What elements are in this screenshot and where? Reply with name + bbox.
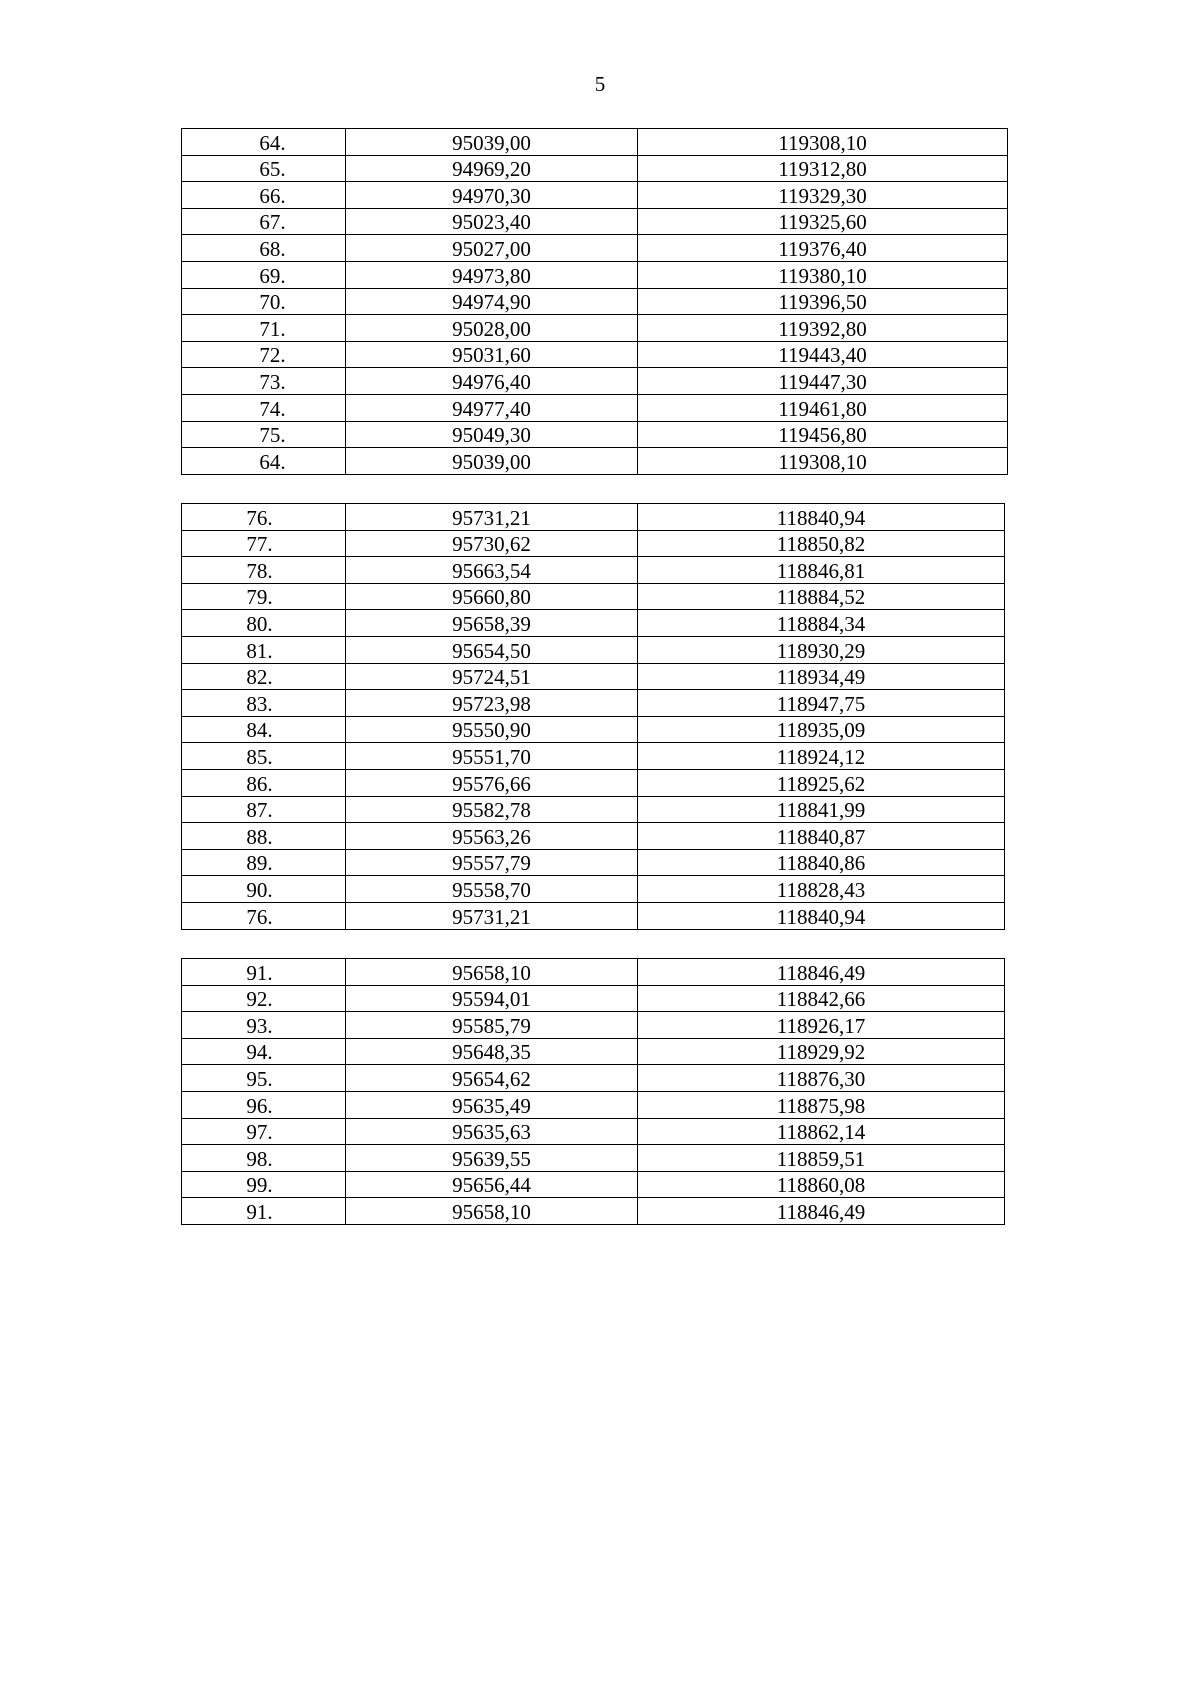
y-coordinate-cell: 118924,12 [638,743,1005,770]
y-coordinate-cell: 118860,08 [638,1171,1005,1198]
x-coordinate-cell: 95558,70 [346,876,638,903]
x-coordinate-cell: 95023,40 [346,208,638,235]
point-number-cell: 76. [182,504,346,531]
point-number-cell: 72. [182,341,346,368]
point-number-cell: 77. [182,530,346,557]
table-row [182,341,1008,368]
point-number-cell: 83. [182,690,346,717]
x-coordinate-cell: 95660,80 [346,583,638,610]
x-coordinate-cell: 95731,21 [346,504,638,531]
y-coordinate-cell: 119376,40 [638,235,1008,262]
table-row [182,394,1008,421]
point-number-cell: 75. [182,421,346,448]
point-number-cell: 78. [182,557,346,584]
table-row [182,1145,1005,1172]
x-coordinate-cell: 95654,50 [346,636,638,663]
point-number-cell: 76. [182,902,346,929]
x-coordinate-cell: 95027,00 [346,235,638,262]
y-coordinate-cell: 118846,81 [638,557,1005,584]
y-coordinate-cell: 118859,51 [638,1145,1005,1172]
y-coordinate-cell: 118947,75 [638,690,1005,717]
coordinates-table-3 [181,958,1005,1225]
point-number-cell: 92. [182,985,346,1012]
table-row [182,155,1008,182]
point-number-cell: 97. [182,1118,346,1145]
point-number-cell: 95. [182,1065,346,1092]
y-coordinate-cell: 119461,80 [638,394,1008,421]
point-number-cell: 81. [182,636,346,663]
y-coordinate-cell: 118929,92 [638,1038,1005,1065]
point-number-cell: 68. [182,235,346,262]
table-row [182,636,1005,663]
y-coordinate-cell: 119380,10 [638,261,1008,288]
x-coordinate-cell: 95639,55 [346,1145,638,1172]
point-number-cell: 71. [182,315,346,342]
table-row [182,583,1005,610]
table-row [182,769,1005,796]
table-row [182,530,1005,557]
table-row [182,823,1005,850]
x-coordinate-cell: 94974,90 [346,288,638,315]
point-number-cell: 80. [182,610,346,637]
table-row [182,235,1008,262]
x-coordinate-cell: 94969,20 [346,155,638,182]
y-coordinate-cell: 119396,50 [638,288,1008,315]
x-coordinate-cell: 94970,30 [346,182,638,209]
y-coordinate-cell: 118840,94 [638,902,1005,929]
y-coordinate-cell: 119325,60 [638,208,1008,235]
y-coordinate-cell: 118842,66 [638,985,1005,1012]
point-number-cell: 64. [182,448,346,475]
point-number-cell: 91. [182,959,346,986]
x-coordinate-cell: 94976,40 [346,368,638,395]
point-number-cell: 85. [182,743,346,770]
x-coordinate-cell: 95663,54 [346,557,638,584]
table-row [182,1171,1005,1198]
y-coordinate-cell: 119447,30 [638,368,1008,395]
point-number-cell: 86. [182,769,346,796]
y-coordinate-cell: 118926,17 [638,1012,1005,1039]
x-coordinate-cell: 95658,39 [346,610,638,637]
x-coordinate-cell: 95594,01 [346,985,638,1012]
y-coordinate-cell: 118862,14 [638,1118,1005,1145]
y-coordinate-cell: 118930,29 [638,636,1005,663]
x-coordinate-cell: 95654,62 [346,1065,638,1092]
y-coordinate-cell: 118850,82 [638,530,1005,557]
point-number-cell: 65. [182,155,346,182]
table-row [182,261,1008,288]
coordinates-table-1 [181,128,1008,475]
table-row [182,985,1005,1012]
x-coordinate-cell: 95723,98 [346,690,638,717]
point-number-cell: 82. [182,663,346,690]
x-coordinate-cell: 95563,26 [346,823,638,850]
x-coordinate-cell: 95730,62 [346,530,638,557]
point-number-cell: 91. [182,1198,346,1225]
x-coordinate-cell: 95039,00 [346,448,638,475]
x-coordinate-cell: 95658,10 [346,1198,638,1225]
table-row [182,129,1008,156]
y-coordinate-cell: 118840,87 [638,823,1005,850]
table-row [182,663,1005,690]
table-row [182,959,1005,986]
point-number-cell: 98. [182,1145,346,1172]
x-coordinate-cell: 95656,44 [346,1171,638,1198]
table-row [182,796,1005,823]
table-row [182,182,1008,209]
table-row [182,504,1005,531]
point-number-cell: 66. [182,182,346,209]
x-coordinate-cell: 95635,49 [346,1091,638,1118]
x-coordinate-cell: 95731,21 [346,902,638,929]
point-number-cell: 64. [182,129,346,156]
point-number-cell: 74. [182,394,346,421]
y-coordinate-cell: 119312,80 [638,155,1008,182]
x-coordinate-cell: 95039,00 [346,129,638,156]
y-coordinate-cell: 118884,34 [638,610,1005,637]
point-number-cell: 70. [182,288,346,315]
point-number-cell: 90. [182,876,346,903]
y-coordinate-cell: 119329,30 [638,182,1008,209]
y-coordinate-cell: 119456,80 [638,421,1008,448]
y-coordinate-cell: 118884,52 [638,583,1005,610]
page-number: 5 [594,72,606,96]
x-coordinate-cell: 95031,60 [346,341,638,368]
x-coordinate-cell: 95585,79 [346,1012,638,1039]
table-row [182,1065,1005,1092]
x-coordinate-cell: 95028,00 [346,315,638,342]
y-coordinate-cell: 118876,30 [638,1065,1005,1092]
x-coordinate-cell: 95550,90 [346,716,638,743]
table-row [182,315,1008,342]
y-coordinate-cell: 119308,10 [638,448,1008,475]
x-coordinate-cell: 95648,35 [346,1038,638,1065]
x-coordinate-cell: 95582,78 [346,796,638,823]
point-number-cell: 87. [182,796,346,823]
x-coordinate-cell: 95576,66 [346,769,638,796]
table-row [182,610,1005,637]
point-number-cell: 84. [182,716,346,743]
y-coordinate-cell: 118875,98 [638,1091,1005,1118]
table-row [182,1091,1005,1118]
table-row [182,1038,1005,1065]
x-coordinate-cell: 95724,51 [346,663,638,690]
y-coordinate-cell: 118828,43 [638,876,1005,903]
x-coordinate-cell: 95557,79 [346,849,638,876]
y-coordinate-cell: 119443,40 [638,341,1008,368]
x-coordinate-cell: 94973,80 [346,261,638,288]
point-number-cell: 67. [182,208,346,235]
table-row [182,1198,1005,1225]
x-coordinate-cell: 95658,10 [346,959,638,986]
y-coordinate-cell: 118841,99 [638,796,1005,823]
table-row [182,1012,1005,1039]
table-row [182,368,1008,395]
table-row [182,208,1008,235]
point-number-cell: 93. [182,1012,346,1039]
point-number-cell: 79. [182,583,346,610]
point-number-cell: 69. [182,261,346,288]
point-number-cell: 96. [182,1091,346,1118]
table-row [182,716,1005,743]
y-coordinate-cell: 118840,94 [638,504,1005,531]
table-row [182,557,1005,584]
x-coordinate-cell: 95049,30 [346,421,638,448]
table-row [182,690,1005,717]
y-coordinate-cell: 119308,10 [638,129,1008,156]
y-coordinate-cell: 118935,09 [638,716,1005,743]
y-coordinate-cell: 119392,80 [638,315,1008,342]
y-coordinate-cell: 118846,49 [638,959,1005,986]
table-row [182,743,1005,770]
point-number-cell: 89. [182,849,346,876]
table-row [182,288,1008,315]
y-coordinate-cell: 118925,62 [638,769,1005,796]
point-number-cell: 88. [182,823,346,850]
x-coordinate-cell: 94977,40 [346,394,638,421]
table-row [182,902,1005,929]
y-coordinate-cell: 118846,49 [638,1198,1005,1225]
y-coordinate-cell: 118934,49 [638,663,1005,690]
table-row [182,1118,1005,1145]
x-coordinate-cell: 95635,63 [346,1118,638,1145]
point-number-cell: 94. [182,1038,346,1065]
point-number-cell: 73. [182,368,346,395]
y-coordinate-cell: 118840,86 [638,849,1005,876]
table-row [182,876,1005,903]
table-row [182,849,1005,876]
table-row [182,421,1008,448]
coordinates-table-2 [181,503,1005,930]
x-coordinate-cell: 95551,70 [346,743,638,770]
table-row [182,448,1008,475]
point-number-cell: 99. [182,1171,346,1198]
